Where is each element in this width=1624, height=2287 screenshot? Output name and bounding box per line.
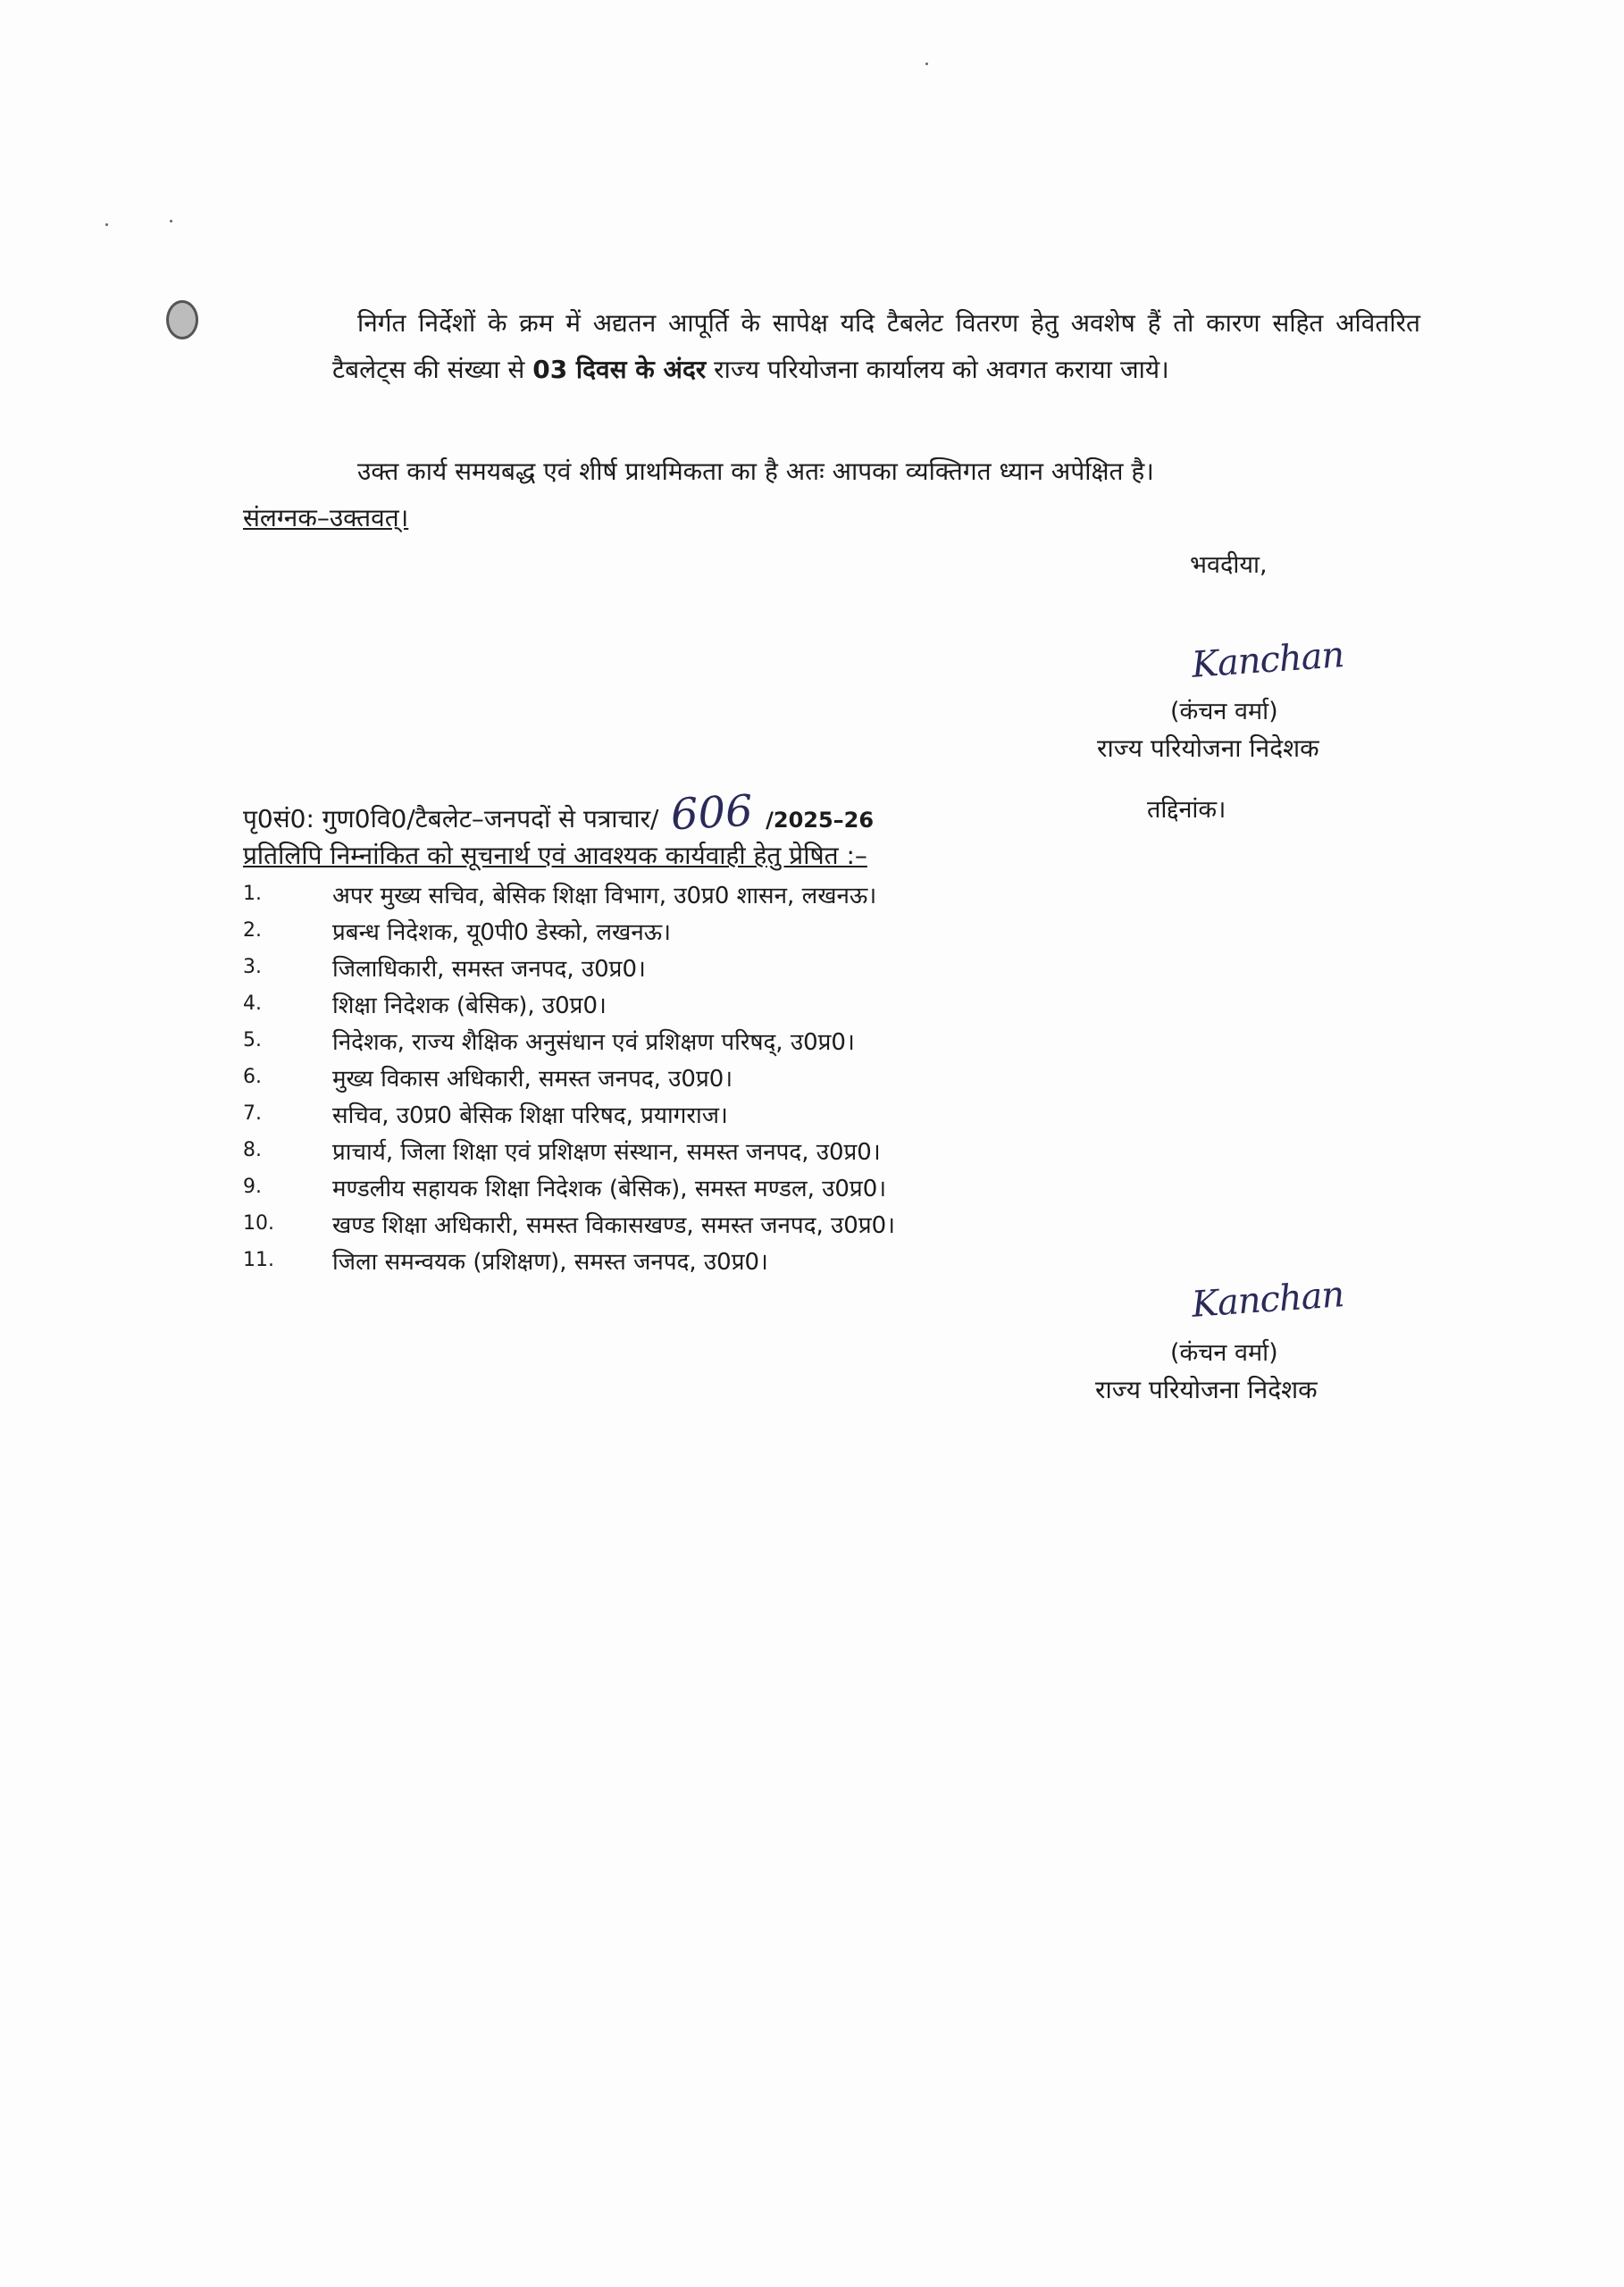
paragraph1-text-a: निर्गत निर्देशों के क्रम में अद्यतन आपूर्ति के सापेक्ष यदि टैबलेट वितरण हेतु अवशेष हैं तो कारण सहित अवितरित टैबलेट्स की संख्या से [332,308,1420,384]
list-item-text: शिक्षा निदेशक (बेसिक), उ0प्र0। [332,992,607,1019]
reference-number: 606 [670,785,755,841]
list-item-text: प्राचार्य, जिला शिक्षा एवं प्रशिक्षण संस्थान, समस्त जनपद, उ0प्र0। [332,1138,881,1166]
signature-mark-1: Kanchan [1190,634,1345,686]
list-item-text: खण्ड शिक्षा अधिकारी, समस्त विकासखण्ड, समस्त जनपद, उ0प्र0। [332,1211,896,1239]
scan-speck [105,223,108,226]
copy-to-list [243,875,895,1278]
body-paragraph-2 [332,448,1420,495]
list-item [243,875,895,912]
signatory-name-2: (कंचन वर्मा) [1170,1339,1278,1367]
list-item [243,1132,895,1169]
enclosure-note: संलग्नक–उक्तवत्। [243,503,409,532]
list-item-number: 1. [243,883,262,905]
valediction: भवदीया, [1190,551,1268,579]
list-item-number: 5. [243,1029,262,1051]
list-item-text: जिलाधिकारी, समस्त जनपद, उ0प्र0। [332,955,646,983]
same-date-note: तद्दिनांक। [1147,796,1226,824]
list-item-text: निदेशक, राज्य शैक्षिक अनुसंधान एवं प्रशिक्षण परिषद्, उ0प्र0। [332,1028,855,1056]
paragraph2-text: उक्त कार्य समयबद्ध एवं शीर्ष प्राथमिकता का है अतः आपका व्यक्तिगत ध्यान अपेक्षित है। [357,457,1154,486]
list-item-text: जिला समन्वयक (प्रशिक्षण), समस्त जनपद, उ0प्र0। [332,1248,768,1276]
list-item [243,1242,895,1278]
body-paragraph-1 [332,300,1420,393]
list-item [243,1205,895,1242]
list-item [243,912,895,949]
list-item-number: 10. [243,1212,274,1235]
signatory-name-1: (कंचन वर्मा) [1170,698,1278,725]
paragraph1-text-b: राज्य परियोजना कार्यालय को अवगत कराया जाये। [714,355,1169,384]
scan-speck [925,63,928,65]
list-item-number: 8. [243,1139,262,1161]
list-item-number: 6. [243,1066,262,1088]
list-item [243,1095,895,1132]
scan-speck [170,220,172,222]
list-item [243,1059,895,1095]
list-item-text: मण्डलीय सहायक शिक्षा निदेशक (बेसिक), समस्त मण्डल, उ0प्र0। [332,1175,887,1202]
signature-mark-2: Kanchan [1190,1274,1345,1326]
signatory-designation-1: राज्य परियोजना निदेशक [1097,733,1319,763]
copy-to-heading: प्रतिलिपि निम्नांकित को सूचनार्थ एवं आवश्यक कार्यवाही हेतु प्रेषित :– [243,841,867,870]
list-item-number: 2. [243,919,262,942]
reference-line [243,785,875,841]
reference-year: /2025–26 [766,808,875,833]
list-item-number: 3. [243,956,262,978]
list-item-text: प्रबन्ध निदेशक, यू0पी0 डेस्को, लखनऊ। [332,918,672,946]
list-item-number: 11. [243,1249,274,1271]
list-item-text: अपर मुख्य सचिव, बेसिक शिक्षा विभाग, उ0प्र0 शासन, लखनऊ। [332,882,877,909]
list-item [243,985,895,1022]
reference-prefix: पृ0सं0: गुण0वि0/टैबलेट–जनपदों से पत्राचार/ [243,804,659,834]
list-item-text: मुख्य विकास अधिकारी, समस्त जनपद, उ0प्र0। [332,1065,733,1093]
list-item-number: 7. [243,1102,262,1125]
list-item-text: सचिव, उ0प्र0 बेसिक शिक्षा परिषद, प्रयागराज। [332,1102,728,1129]
list-item [243,1022,895,1059]
list-item-number: 9. [243,1176,262,1198]
list-item-number: 4. [243,993,262,1015]
list-item [243,949,895,985]
paragraph1-deadline: 03 दिवस के अंदर [532,355,707,384]
punch-hole-mark [166,300,198,339]
list-item [243,1169,895,1205]
signatory-designation-2: राज्य परियोजना निदेशक [1095,1375,1318,1404]
